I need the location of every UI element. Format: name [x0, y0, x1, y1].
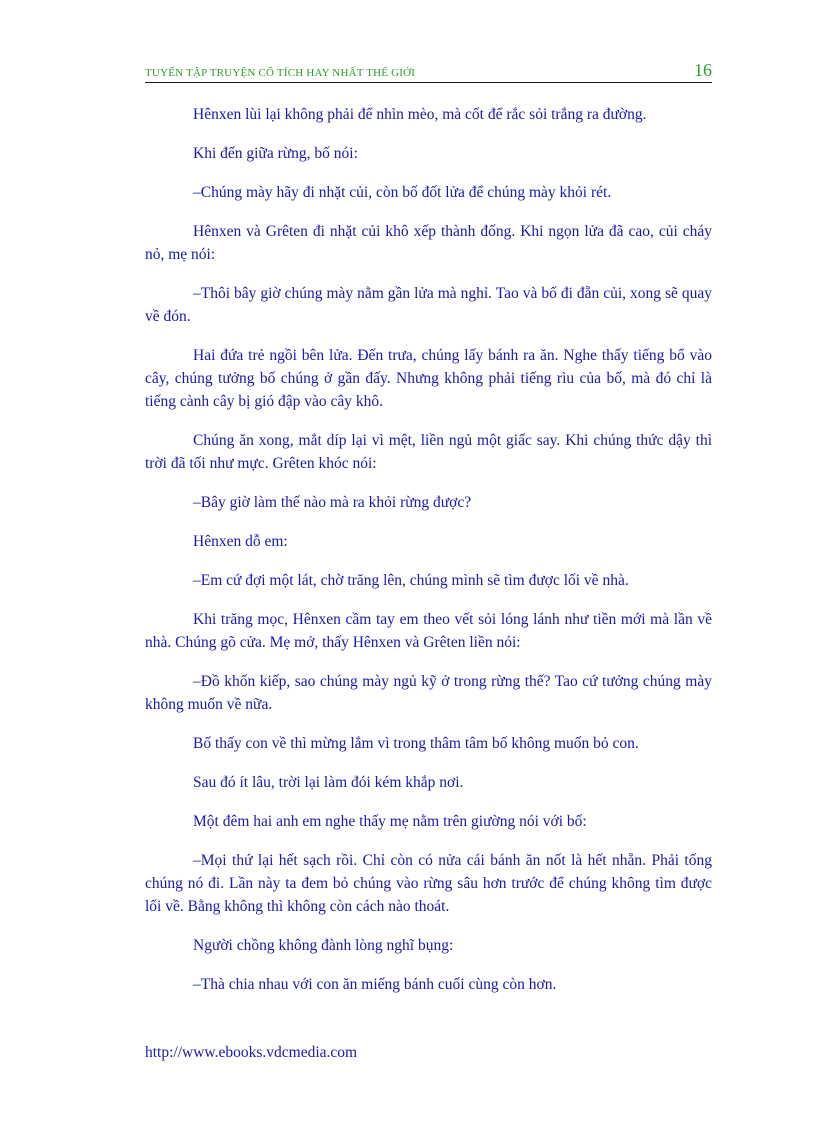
paragraph: Bố thấy con về thì mừng lắm vì trong thâm tâm bố không muốn bỏ con. [193, 735, 639, 752]
paragraph: –Chúng mày hãy đi nhặt củi, còn bố đốt lửa để chúng mày khỏi rét. [193, 184, 612, 201]
footer-url[interactable]: http://www.ebooks.vdcmedia.com [145, 1044, 358, 1061]
paragraph: –Em cứ đợi một lát, chờ trăng lên, chúng mình sẽ tìm được lối về nhà. [193, 572, 629, 589]
story-text [145, 103, 712, 1012]
paragraph: Sau đó ít lâu, trời lại làm đói kém khắp nơi. [193, 774, 464, 791]
paragraph: Khi đến giữa rừng, bố nói: [193, 145, 358, 162]
paragraph: Chúng ăn xong, mắt díp lại vì mệt, liền ngủ một giấc say. Khi chúng thức dậy thì trời đã tối như mực. Grêten khóc nói: [145, 432, 712, 472]
paragraph: Người chồng không đành lòng nghĩ bụng: [193, 937, 454, 954]
paragraph: –Đồ khốn kiếp, sao chúng mày ngủ kỹ ở trong rừng thế? Tao cứ tưởng chúng mày không muốn về nữa. [145, 673, 712, 713]
page-number: 16 [694, 60, 712, 80]
book-title: TUYỂN TẬP TRUYỆN CỔ TÍCH HAY NHẤT THẾ GIỚI [145, 67, 416, 79]
page-header [145, 60, 712, 83]
paragraph: Khi trăng mọc, Hênxen cầm tay em theo vết sỏi lóng lánh như tiền mới mà lần về nhà. Chúng gõ cửa. Mẹ mở, thấy Hênxen và Grêten liền nói: [145, 611, 712, 651]
paragraph: –Bây giờ làm thế nào mà ra khỏi rừng được? [193, 494, 472, 511]
paragraph: Hênxen dỗ em: [193, 533, 288, 550]
paragraph: Hênxen lùi lại không phải để nhìn mèo, mà cốt để rắc sỏi trắng ra đường. [193, 106, 647, 123]
paragraph: Một đêm hai anh em nghe thấy mẹ nằm trên giường nói với bố: [193, 813, 587, 830]
paragraph: –Mọi thứ lại hết sạch rồi. Chỉ còn có nửa cái bánh ăn nốt là hết nhẵn. Phải tống chúng nó đi. Lần này ta đem bỏ chúng vào rừng sâu hơn trước để chúng không tìm được lối về. Bằng không thì không còn cách nào thoát. [145, 852, 712, 915]
paragraph: –Thôi bây giờ chúng mày nằm gần lửa mà nghỉ. Tao và bố đi đẵn củi, xong sẽ quay về đón. [145, 285, 712, 325]
paragraph: Hai đứa trẻ ngồi bên lửa. Đến trưa, chúng lấy bánh ra ăn. Nghe thấy tiếng bổ vào cây, chúng tưởng bố chúng ở gần đấy. Nhưng không phải tiếng rìu của bố, mà đó chỉ là tiếng cành cây bị gió đập vào cây khô. [145, 347, 712, 410]
paragraph: Hênxen và Grêten đi nhặt củi khô xếp thành đống. Khi ngọn lửa đã cao, củi cháy nỏ, mẹ nói: [145, 223, 712, 263]
paragraph: –Thà chia nhau với con ăn miếng bánh cuối cùng còn hơn. [193, 976, 557, 993]
